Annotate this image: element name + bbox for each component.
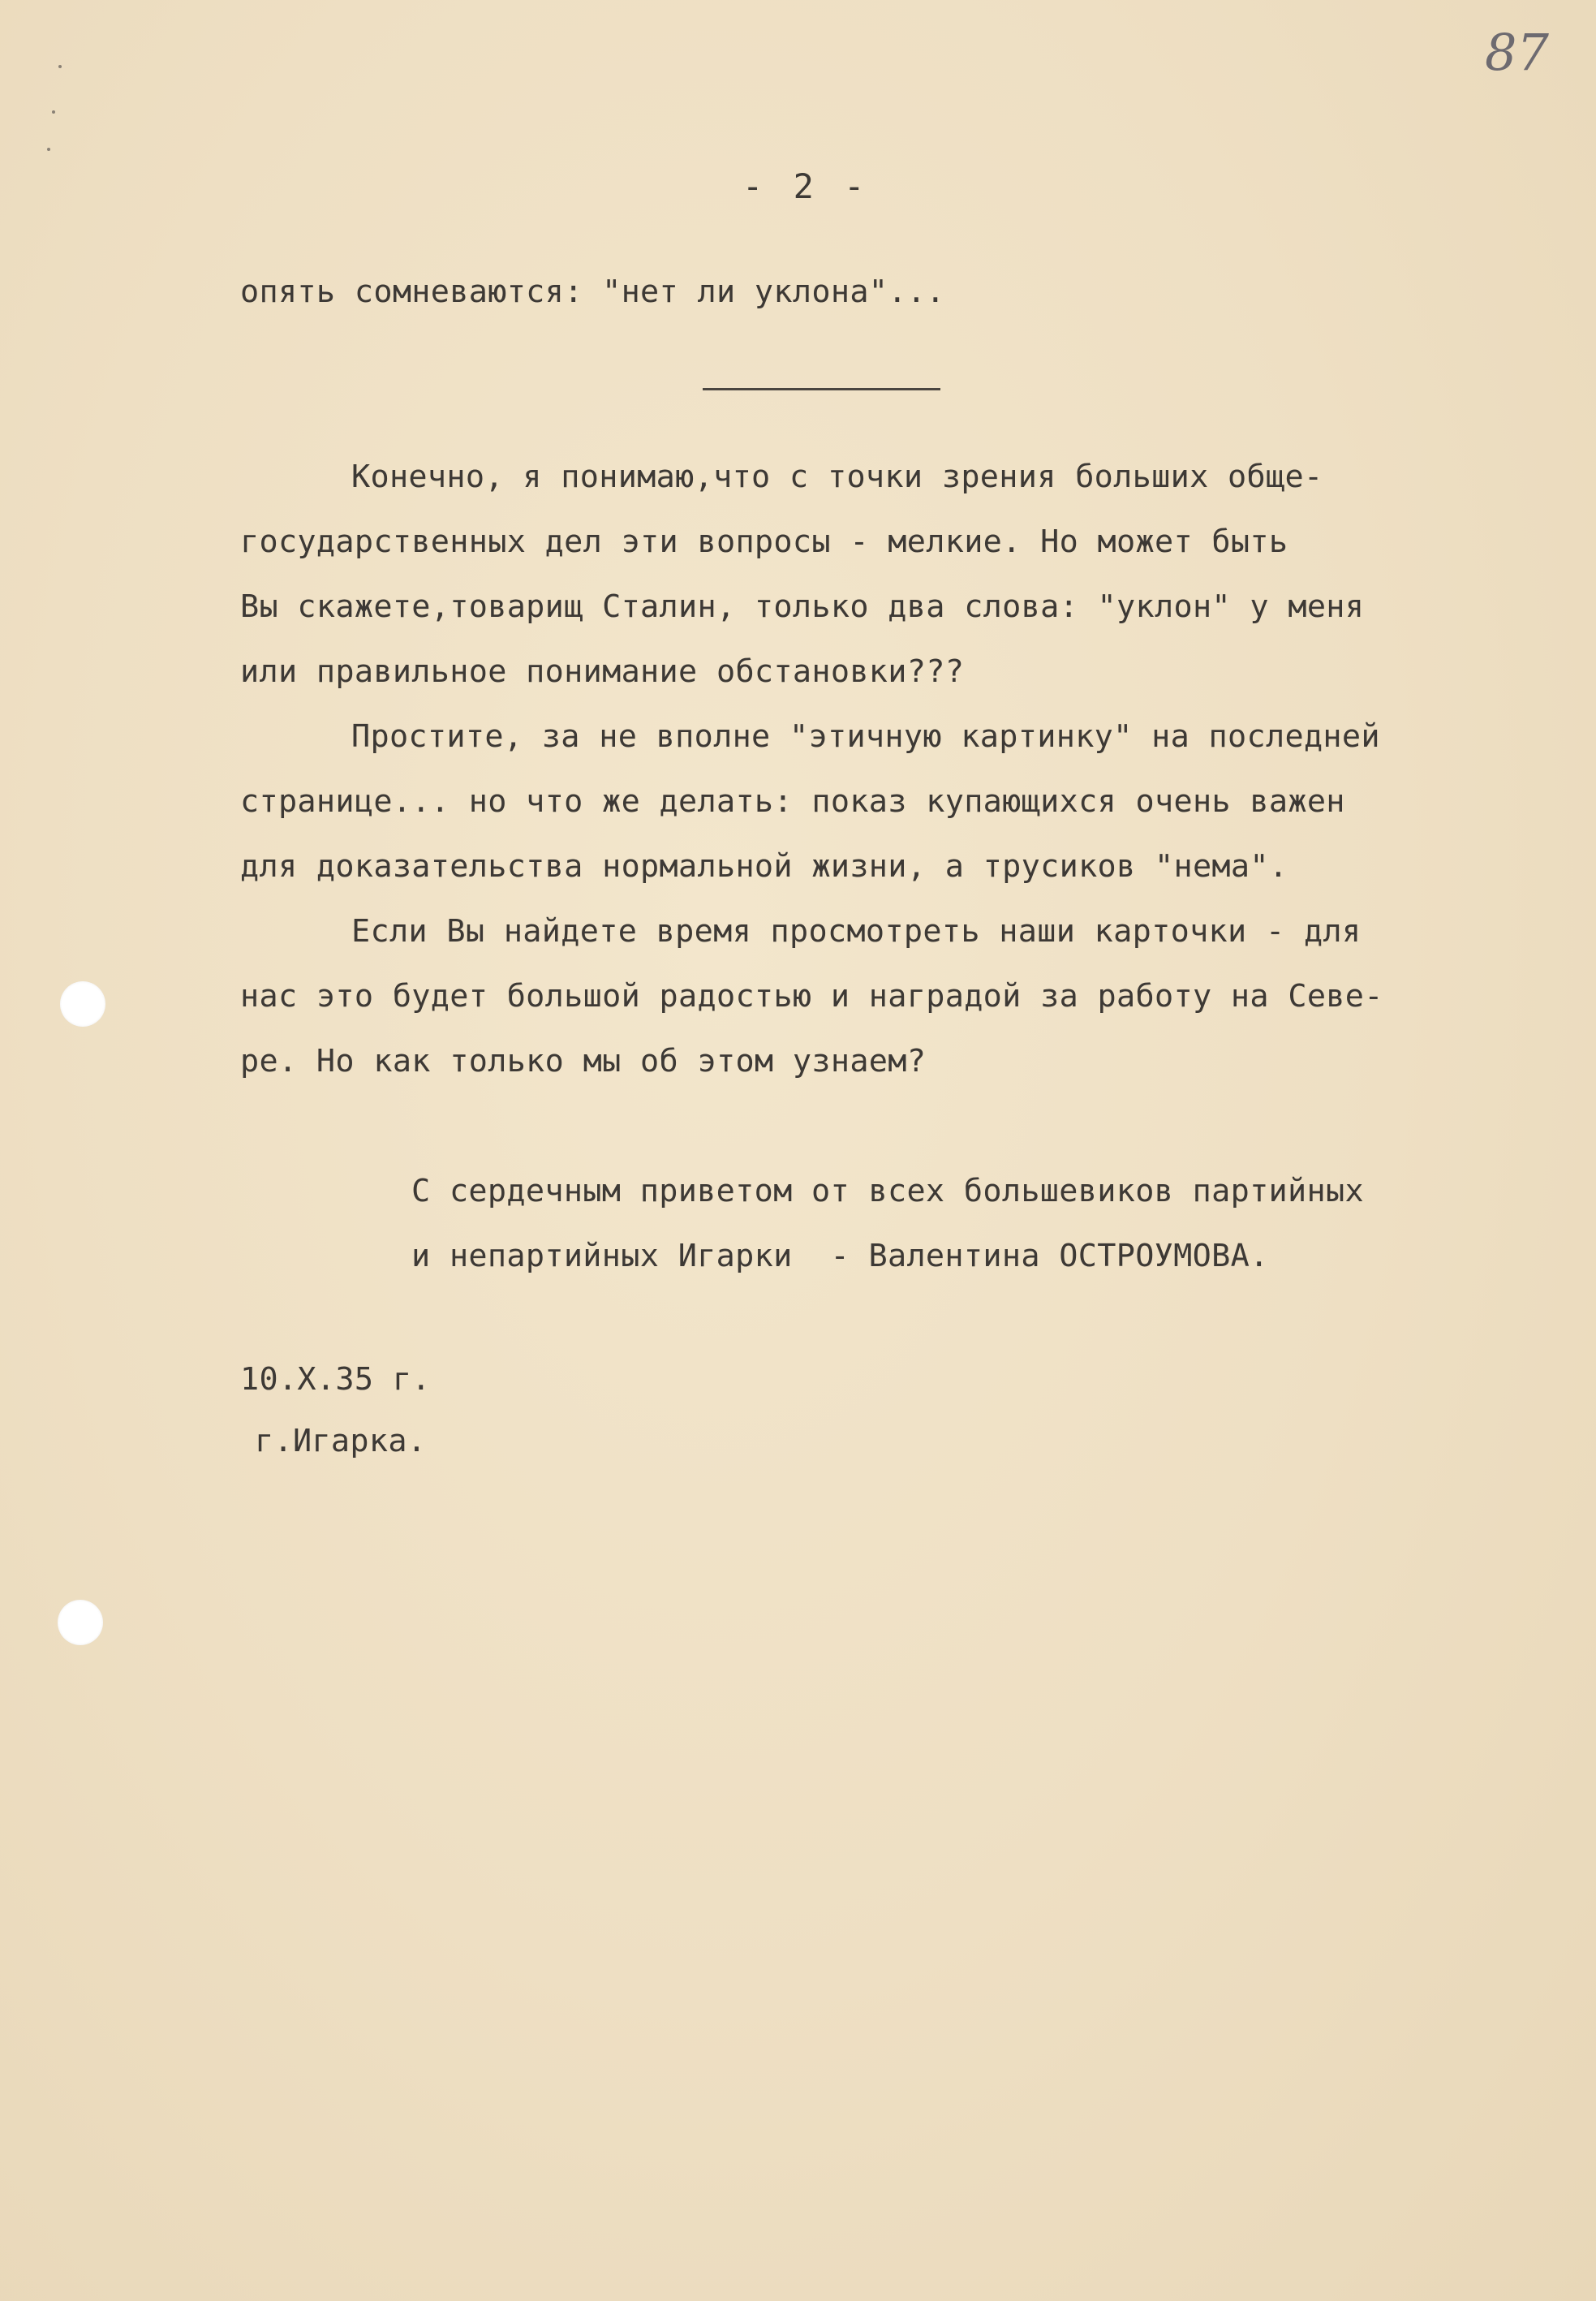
text-line-10: нас это будет большой радостью и наградой за работу на Севе-	[240, 978, 1383, 1015]
text-line-2: Конечно, я понимаю,что с точки зрения больших обще-	[351, 459, 1323, 495]
text-line-11: ре. Но как только мы об этом узнаем?	[240, 1043, 927, 1079]
closing-line-2: и непартийных Игарки - Валентина ОСТРОУМОВА.	[411, 1238, 1269, 1274]
place-line: г.Игарка.	[255, 1423, 427, 1459]
date-line: 10.X.35 г.	[240, 1361, 431, 1398]
text-line-3: государственных дел эти вопросы - мелкие. Но может быть	[240, 524, 1288, 560]
text-line-1: опять сомневаются: "нет ли уклона"...	[240, 274, 945, 310]
punch-hole-upper	[60, 981, 105, 1027]
text-line-6: Простите, за не вполне "этичную картинку" на последней	[351, 718, 1380, 755]
paper-speck	[47, 148, 50, 151]
section-divider	[703, 388, 940, 390]
page-number: - 2 -	[742, 166, 870, 206]
paper-speck	[52, 110, 55, 114]
paper-speck	[58, 65, 62, 68]
text-line-5: или правильное понимание обстановки???	[240, 653, 965, 690]
text-line-8: для доказательства нормальной жизни, а трусиков "нема".	[240, 848, 1288, 885]
closing-line-1: С сердечным приветом от всех большевиков партийных	[411, 1173, 1364, 1209]
text-line-4: Вы скажете,товарищ Сталин, только два слова: "уклон" у меня	[240, 588, 1365, 625]
punch-hole-lower	[58, 1600, 103, 1645]
archive-page-number: 87	[1485, 23, 1549, 82]
text-line-9: Если Вы найдете время просмотреть наши карточки - для	[351, 913, 1362, 950]
text-line-7: странице... но что же делать: показ купающихся очень важен	[240, 783, 1345, 820]
